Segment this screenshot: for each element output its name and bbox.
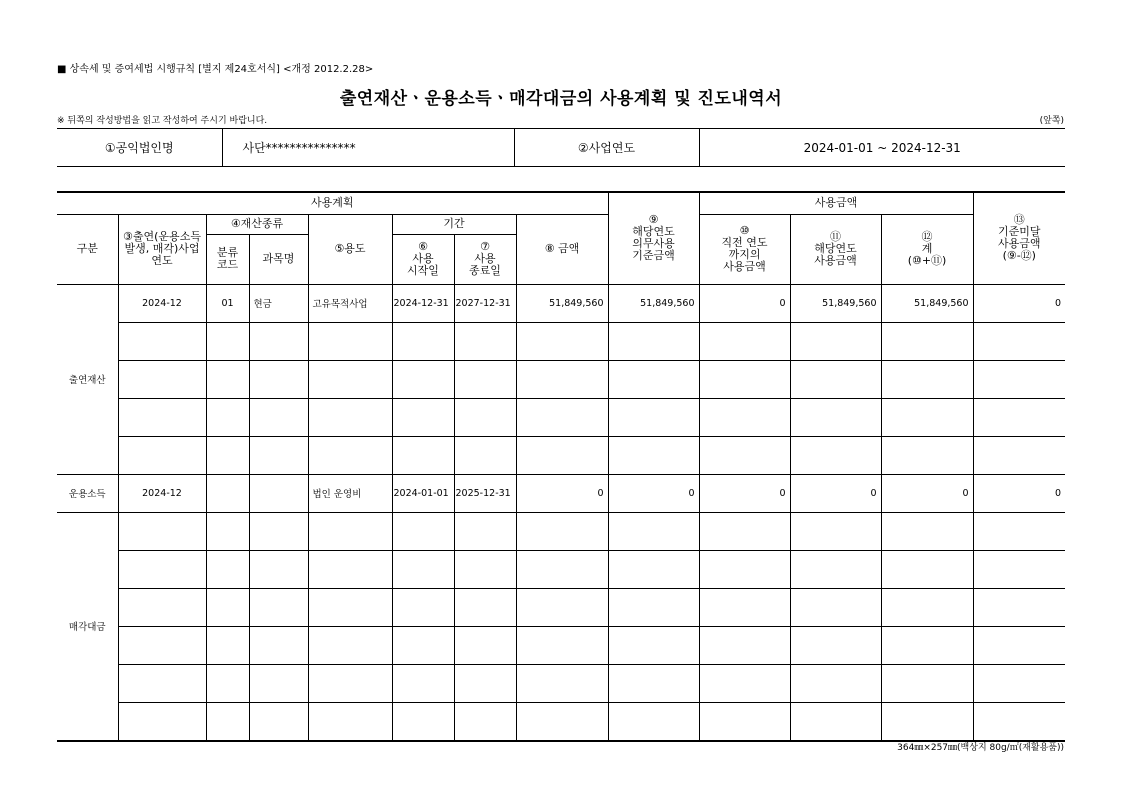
header-category: 구분 xyxy=(57,214,118,284)
header-period: 기간 xyxy=(392,214,516,234)
header-c11: ⑪ 해당연도 사용금액 xyxy=(790,214,881,284)
table-row xyxy=(57,436,1065,474)
table-row xyxy=(57,474,1065,512)
cell-total: 0 xyxy=(881,474,973,512)
cell-code: 01 xyxy=(206,284,249,322)
cell-amount: 0 xyxy=(516,474,608,512)
cell-short: 0 xyxy=(973,284,1065,322)
table-row xyxy=(57,322,1065,360)
paper-spec: 364㎜×257㎜(백상지 80g/㎡(재활용품)) xyxy=(897,743,1064,753)
cell-total: 51,849,560 xyxy=(881,284,973,322)
cell-subject: 현금 xyxy=(249,284,308,322)
header-c13: ⑬ 기준미달 사용금액 (⑨-⑫) xyxy=(973,192,1065,284)
cell-end: 2027-12-31 xyxy=(454,284,516,322)
table-row xyxy=(57,512,1065,550)
cell-usage: 법인 운영비 xyxy=(308,474,392,512)
cell-prev: 0 xyxy=(699,474,790,512)
header-c6: ⑥ 사용 시작일 xyxy=(392,234,454,284)
header-c12: ⑫ 계 (⑩+⑪) xyxy=(881,214,973,284)
cell-year: 2024-12 xyxy=(118,284,206,322)
table-row xyxy=(57,398,1065,436)
header-c4: ④재산종류 xyxy=(206,214,308,234)
cell-start: 2024-01-01 xyxy=(392,474,454,512)
cell-short: 0 xyxy=(973,474,1065,512)
header-amounts: 사용금액 xyxy=(699,192,973,214)
header-c7: ⑦ 사용 종료일 xyxy=(454,234,516,284)
instruction-note: ※ 뒤쪽의 작성방법을 읽고 작성하여 주시기 바랍니다. xyxy=(57,116,268,126)
cell-subject xyxy=(249,474,308,512)
page-side-label: (앞쪽) xyxy=(1039,116,1064,126)
group-sale: 매각대금 xyxy=(57,512,118,741)
header-c10: ⑩ 직전 연도 까지의 사용금액 xyxy=(699,214,790,284)
cell-prev: 0 xyxy=(699,284,790,322)
header-c4a: 분류코드 xyxy=(206,234,249,284)
header-c9: ⑨ 해당연도 의무사용 기준금액 xyxy=(608,192,699,284)
cell-end: 2025-12-31 xyxy=(454,474,516,512)
table-row xyxy=(57,626,1065,664)
cell-base: 51,849,560 xyxy=(608,284,699,322)
corp-name-label: ①공익법인명 xyxy=(104,141,174,155)
fiscal-year-label: ②사업연도 xyxy=(514,129,699,167)
cell-year: 2024-12 xyxy=(118,474,206,512)
law-reference: ■ 상속세 및 증여세법 시행규칙 [별지 제24호서식] <개정 2012.2.28> xyxy=(57,64,374,75)
table-row xyxy=(57,702,1065,741)
header-c4b: 과목명 xyxy=(249,234,308,284)
cell-amount: 51,849,560 xyxy=(516,284,608,322)
corp-name-value: 사단*************** xyxy=(222,129,514,167)
table-row xyxy=(57,360,1065,398)
cell-base: 0 xyxy=(608,474,699,512)
table-row xyxy=(57,284,1065,322)
cell-current: 0 xyxy=(790,474,881,512)
group-income: 운용소득 xyxy=(57,474,118,512)
info-table xyxy=(57,128,1065,167)
table-row xyxy=(57,664,1065,702)
header-c5: ⑤용도 xyxy=(308,214,392,284)
cell-current: 51,849,560 xyxy=(790,284,881,322)
document-title: 출연재산ㆍ운용소득ㆍ매각대금의 사용계획 및 진도내역서 xyxy=(339,89,783,109)
header-c3: ③출연(운용소득 발생, 매각)사업연도 xyxy=(118,214,206,284)
cell-usage: 고유목적사업 xyxy=(308,284,392,322)
header-plan: 사용계획 xyxy=(57,192,608,214)
table-row xyxy=(57,588,1065,626)
table-row xyxy=(57,550,1065,588)
group-contrib: 출연재산 xyxy=(57,284,118,474)
cell-code xyxy=(206,474,249,512)
fiscal-year-value: 2024-01-01 ~ 2024-12-31 xyxy=(699,129,1065,167)
cell-start: 2024-12-31 xyxy=(392,284,454,322)
header-c8: ⑧ 금액 xyxy=(516,214,608,284)
usage-plan-table xyxy=(57,191,1065,742)
